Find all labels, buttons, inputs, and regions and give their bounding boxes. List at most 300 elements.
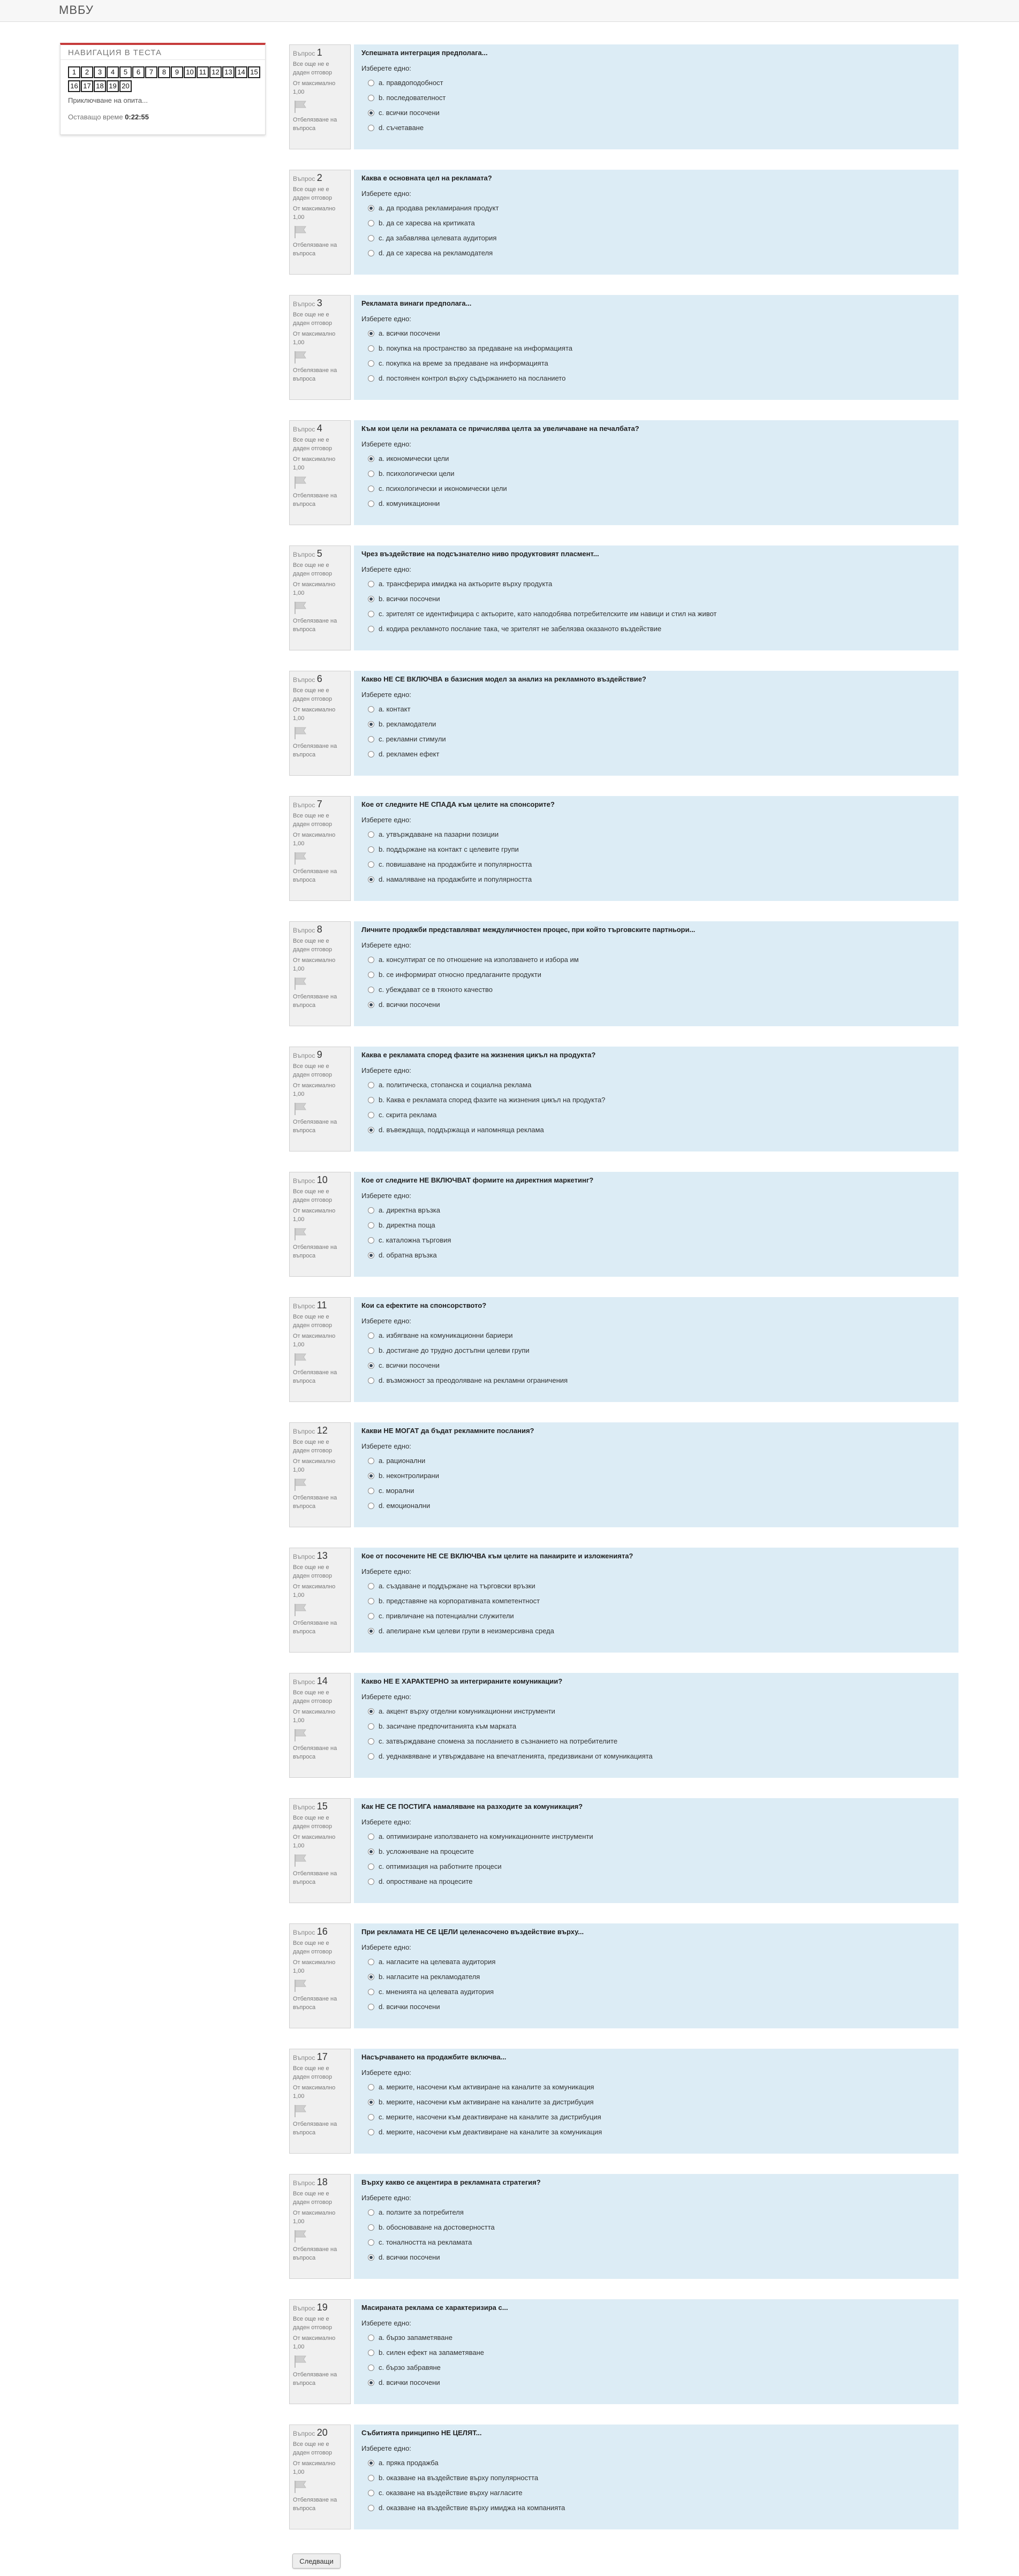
quiz-nav-button[interactable]: 19 bbox=[107, 80, 119, 92]
answer-option[interactable] bbox=[361, 1203, 951, 1218]
answer-option[interactable] bbox=[361, 451, 951, 466]
answer-label[interactable]: d. всички посочени bbox=[379, 2003, 440, 2011]
answer-label[interactable]: d. уеднаквяване и утвърждаване на впечатленията, предизвикани от комуникацията bbox=[379, 1752, 653, 1760]
flag-question-label[interactable]: Отбелязване на въпроса bbox=[293, 994, 337, 1009]
radio-button[interactable] bbox=[368, 1097, 374, 1103]
flag-icon[interactable] bbox=[293, 726, 308, 740]
answer-label[interactable]: d. емоционални bbox=[379, 1502, 431, 1510]
answer-option[interactable] bbox=[361, 872, 951, 887]
answer-label[interactable]: a. политическа, стопанска и социална реклама bbox=[379, 1081, 532, 1089]
radio-button[interactable] bbox=[368, 2505, 374, 2511]
quiz-nav-button[interactable]: 1 bbox=[68, 66, 80, 78]
answer-label[interactable]: c. всички посочени bbox=[379, 1361, 440, 1369]
answer-option[interactable] bbox=[361, 371, 951, 386]
radio-button[interactable] bbox=[368, 220, 374, 226]
quiz-nav-button[interactable]: 6 bbox=[132, 66, 145, 78]
answer-option[interactable] bbox=[361, 577, 951, 592]
answer-option[interactable] bbox=[361, 717, 951, 732]
radio-button[interactable] bbox=[368, 831, 374, 838]
answer-option[interactable] bbox=[361, 2501, 951, 2516]
flag-question-label[interactable]: Отбелязване на въпроса bbox=[293, 2372, 337, 2386]
answer-label[interactable]: b. рекламодатели bbox=[379, 720, 436, 728]
radio-button[interactable] bbox=[368, 1613, 374, 1619]
answer-option[interactable] bbox=[361, 592, 951, 607]
radio-button[interactable] bbox=[368, 581, 374, 587]
answer-label[interactable]: d. въвеждаща, поддържаща и напомняща реклама bbox=[379, 1126, 544, 1134]
answer-option[interactable] bbox=[361, 1218, 951, 1233]
next-page-button[interactable]: Следващи bbox=[292, 2554, 341, 2569]
radio-button[interactable] bbox=[368, 626, 374, 632]
quiz-nav-button[interactable]: 12 bbox=[209, 66, 222, 78]
answer-label[interactable]: d. кодира рекламното послание така, че зрителят не забелязва оказаното въздействие bbox=[379, 625, 662, 633]
radio-button[interactable] bbox=[368, 846, 374, 853]
flag-question-label[interactable]: Отбелязване на въпроса bbox=[293, 1495, 337, 1510]
answer-option[interactable] bbox=[361, 216, 951, 231]
flag-icon[interactable] bbox=[293, 1728, 308, 1742]
radio-button[interactable] bbox=[368, 2084, 374, 2090]
answer-option[interactable] bbox=[361, 246, 951, 261]
answer-label[interactable]: d. оказване на въздействие върху имиджа на компанията bbox=[379, 2504, 565, 2512]
radio-button[interactable] bbox=[368, 2209, 374, 2216]
answer-option[interactable] bbox=[361, 1093, 951, 1108]
radio-button[interactable] bbox=[368, 1458, 374, 1464]
answer-label[interactable]: a. трансферира имиджа на актьорите върху продукта bbox=[379, 580, 553, 588]
flag-icon[interactable] bbox=[293, 350, 308, 364]
site-brand[interactable]: МВБУ bbox=[59, 3, 94, 17]
answer-label[interactable]: b. всички посочени bbox=[379, 595, 440, 603]
answer-label[interactable]: b. се информират относно предлаганите продукти bbox=[379, 971, 541, 979]
answer-option[interactable] bbox=[361, 90, 951, 105]
flag-question-label[interactable]: Отбелязване на въпроса bbox=[293, 1369, 337, 1384]
flag-icon[interactable] bbox=[293, 1478, 308, 1491]
answer-label[interactable]: c. убеждават се в тяхното качество bbox=[379, 986, 493, 994]
answer-label[interactable]: b. директна поща bbox=[379, 1221, 435, 1229]
radio-button[interactable] bbox=[368, 611, 374, 617]
answer-label[interactable]: c. зрителят се идентифицира с актьорите, като наподобява потребителските им навици и стил на живот bbox=[379, 610, 717, 618]
quiz-nav-button[interactable]: 15 bbox=[248, 66, 260, 78]
answer-option[interactable] bbox=[361, 1328, 951, 1343]
answer-label[interactable]: a. избягване на комуникационни бариери bbox=[379, 1331, 513, 1339]
answer-label[interactable]: a. мерките, насочени към активиране на каналите за комуникация bbox=[379, 2083, 594, 2091]
flag-icon[interactable] bbox=[293, 2480, 308, 2494]
answer-option[interactable] bbox=[361, 2095, 951, 2110]
answer-option[interactable] bbox=[361, 1233, 951, 1248]
flag-question-label[interactable]: Отбелязване на въпроса bbox=[293, 2246, 337, 2261]
answer-label[interactable]: b. представяне на корпоративната компетентност bbox=[379, 1597, 540, 1605]
answer-label[interactable]: a. всички посочени bbox=[379, 329, 440, 337]
answer-option[interactable] bbox=[361, 1829, 951, 1844]
answer-label[interactable]: a. бързо запаметяване bbox=[379, 2333, 452, 2342]
answer-option[interactable] bbox=[361, 967, 951, 982]
quiz-nav-button[interactable]: 7 bbox=[145, 66, 157, 78]
answer-option[interactable] bbox=[361, 622, 951, 637]
radio-button[interactable] bbox=[368, 345, 374, 352]
quiz-nav-button[interactable]: 18 bbox=[94, 80, 106, 92]
radio-button[interactable] bbox=[368, 1112, 374, 1118]
radio-button[interactable] bbox=[368, 1222, 374, 1229]
radio-button[interactable] bbox=[368, 987, 374, 993]
answer-option[interactable] bbox=[361, 1248, 951, 1263]
quiz-nav-button[interactable]: 9 bbox=[171, 66, 183, 78]
radio-button[interactable] bbox=[368, 2129, 374, 2135]
flag-icon[interactable] bbox=[293, 851, 308, 865]
radio-button[interactable] bbox=[368, 1377, 374, 1384]
radio-button[interactable] bbox=[368, 1207, 374, 1214]
radio-button[interactable] bbox=[368, 2475, 374, 2481]
answer-option[interactable] bbox=[361, 75, 951, 90]
answer-label[interactable]: a. оптимизиране използването на комуникационните инструменти bbox=[379, 1832, 593, 1840]
answer-label[interactable]: b. засичане предпочитанията към марката bbox=[379, 1722, 517, 1730]
quiz-nav-button[interactable]: 13 bbox=[222, 66, 235, 78]
radio-button[interactable] bbox=[368, 1503, 374, 1509]
answer-option[interactable] bbox=[361, 1609, 951, 1624]
radio-button[interactable] bbox=[368, 957, 374, 963]
answer-option[interactable] bbox=[361, 341, 951, 356]
radio-button[interactable] bbox=[368, 471, 374, 477]
radio-button[interactable] bbox=[368, 751, 374, 757]
flag-question-label[interactable]: Отбелязване на въпроса bbox=[293, 743, 337, 758]
answer-option[interactable] bbox=[361, 356, 951, 371]
answer-label[interactable]: d. да се харесва на рекламодателя bbox=[379, 249, 493, 257]
radio-button[interactable] bbox=[368, 1974, 374, 1980]
answer-option[interactable] bbox=[361, 857, 951, 872]
flag-question-label[interactable]: Отбелязване на въпроса bbox=[293, 367, 337, 382]
flag-icon[interactable] bbox=[293, 1603, 308, 1617]
quiz-nav-button[interactable]: 11 bbox=[197, 66, 209, 78]
radio-button[interactable] bbox=[368, 1583, 374, 1589]
answer-option[interactable] bbox=[361, 1453, 951, 1468]
answer-label[interactable]: b. неконтролирани bbox=[379, 1472, 439, 1480]
answer-option[interactable] bbox=[361, 1734, 951, 1749]
answer-label[interactable]: c. покупка на време за предаване на информацията bbox=[379, 359, 548, 367]
radio-button[interactable] bbox=[368, 1347, 374, 1354]
flag-question-label[interactable]: Отбелязване на въпроса bbox=[293, 1620, 337, 1635]
radio-button[interactable] bbox=[368, 360, 374, 367]
radio-button[interactable] bbox=[368, 1723, 374, 1730]
answer-label[interactable]: a. икономически цели bbox=[379, 454, 449, 463]
answer-option[interactable] bbox=[361, 747, 951, 762]
radio-button[interactable] bbox=[368, 2004, 374, 2010]
answer-option[interactable] bbox=[361, 1719, 951, 1734]
radio-button[interactable] bbox=[368, 2460, 374, 2466]
flag-question-label[interactable]: Отбелязване на въпроса bbox=[293, 2497, 337, 2512]
answer-option[interactable] bbox=[361, 2235, 951, 2250]
answer-option[interactable] bbox=[361, 2250, 951, 2265]
radio-button[interactable] bbox=[368, 80, 374, 86]
answer-option[interactable] bbox=[361, 2330, 951, 2345]
answer-option[interactable] bbox=[361, 952, 951, 967]
answer-option[interactable] bbox=[361, 2205, 951, 2220]
answer-option[interactable] bbox=[361, 2110, 951, 2125]
radio-button[interactable] bbox=[368, 95, 374, 101]
answer-label[interactable]: d. всички посочени bbox=[379, 2378, 440, 2386]
answer-option[interactable] bbox=[361, 120, 951, 135]
answer-label[interactable]: d. обратна връзка bbox=[379, 1251, 437, 1259]
flag-icon[interactable] bbox=[293, 475, 308, 489]
answer-option[interactable] bbox=[361, 481, 951, 496]
answer-label[interactable]: c. да забавлява целевата аудитория bbox=[379, 234, 497, 242]
quiz-nav-button[interactable]: 16 bbox=[68, 80, 80, 92]
answer-option[interactable] bbox=[361, 1123, 951, 1138]
answer-label[interactable]: b. усложняване на процесите bbox=[379, 1847, 474, 1855]
flag-question-label[interactable]: Отбелязване на въпроса bbox=[293, 493, 337, 507]
radio-button[interactable] bbox=[368, 250, 374, 256]
radio-button[interactable] bbox=[368, 1628, 374, 1634]
radio-button[interactable] bbox=[368, 2350, 374, 2356]
answer-option[interactable] bbox=[361, 466, 951, 481]
flag-icon[interactable] bbox=[293, 976, 308, 990]
answer-label[interactable]: c. мерките, насочени към деактивиране на каналите за дистрибуция bbox=[379, 2113, 601, 2121]
answer-option[interactable] bbox=[361, 1579, 951, 1594]
quiz-nav-button[interactable]: 3 bbox=[94, 66, 106, 78]
answer-option[interactable] bbox=[361, 2360, 951, 2375]
answer-option[interactable] bbox=[361, 2220, 951, 2235]
answer-label[interactable]: b. Каква е рекламата според фазите на жизнения цикъл на продукта? bbox=[379, 1096, 606, 1104]
answer-label[interactable]: d. апелиране към целеви групи в неизмерсивна среда bbox=[379, 1627, 554, 1635]
answer-label[interactable]: c. рекламни стимули bbox=[379, 735, 446, 743]
radio-button[interactable] bbox=[368, 110, 374, 116]
flag-icon[interactable] bbox=[293, 1102, 308, 1116]
answer-label[interactable]: d. комуникационни bbox=[379, 499, 440, 507]
answer-option[interactable] bbox=[361, 326, 951, 341]
answer-label[interactable]: a. консултират се по отношение на използването и избора им bbox=[379, 956, 579, 964]
answer-label[interactable]: c. повишаване на продажбите и популярността bbox=[379, 860, 532, 868]
answer-option[interactable] bbox=[361, 1498, 951, 1513]
radio-button[interactable] bbox=[368, 2335, 374, 2341]
radio-button[interactable] bbox=[368, 1738, 374, 1745]
radio-button[interactable] bbox=[368, 736, 374, 743]
flag-question-label[interactable]: Отбелязване на въпроса bbox=[293, 117, 337, 132]
answer-option[interactable] bbox=[361, 1624, 951, 1639]
answer-label[interactable]: b. обосноваване на достоверността bbox=[379, 2223, 495, 2231]
radio-button[interactable] bbox=[368, 2114, 374, 2120]
answer-option[interactable] bbox=[361, 1483, 951, 1498]
answer-option[interactable] bbox=[361, 2486, 951, 2501]
answer-option[interactable] bbox=[361, 1749, 951, 1764]
answer-option[interactable] bbox=[361, 997, 951, 1012]
answer-label[interactable]: c. скрита реклама bbox=[379, 1111, 437, 1119]
radio-button[interactable] bbox=[368, 1082, 374, 1088]
radio-button[interactable] bbox=[368, 1833, 374, 1840]
answer-label[interactable]: b. силен ефект на запаметяване bbox=[379, 2348, 484, 2357]
answer-label[interactable]: b. достигане до трудно достъпни целеви групи bbox=[379, 1346, 530, 1354]
answer-label[interactable]: a. рационални bbox=[379, 1457, 426, 1465]
radio-button[interactable] bbox=[368, 1878, 374, 1885]
flag-question-label[interactable]: Отбелязване на въпроса bbox=[293, 1119, 337, 1134]
answer-label[interactable]: a. утвърждаване на пазарни позиции bbox=[379, 830, 499, 838]
answer-label[interactable]: d. постоянен контрол върху съдържанието на посланието bbox=[379, 374, 566, 382]
finish-attempt-link[interactable]: Приключване на опита... bbox=[68, 96, 148, 104]
answer-label[interactable]: a. директна връзка bbox=[379, 1206, 440, 1214]
answer-option[interactable] bbox=[361, 1984, 951, 1999]
answer-label[interactable]: a. правдоподобност bbox=[379, 79, 443, 87]
radio-button[interactable] bbox=[368, 1473, 374, 1479]
radio-button[interactable] bbox=[368, 2365, 374, 2371]
answer-label[interactable]: d. мерките, насочени към деактивиране на каналите за комуникация bbox=[379, 2128, 602, 2136]
quiz-nav-button[interactable]: 17 bbox=[81, 80, 93, 92]
answer-label[interactable]: b. нагласите на рекламодателя bbox=[379, 1973, 480, 1981]
answer-option[interactable] bbox=[361, 1999, 951, 2014]
answer-option[interactable] bbox=[361, 2125, 951, 2140]
answer-option[interactable] bbox=[361, 1969, 951, 1984]
radio-button[interactable] bbox=[368, 1989, 374, 1995]
quiz-nav-button[interactable]: 4 bbox=[107, 66, 119, 78]
answer-option[interactable] bbox=[361, 1954, 951, 1969]
answer-label[interactable]: d. всички посочени bbox=[379, 1001, 440, 1009]
flag-question-label[interactable]: Отбелязване на въпроса bbox=[293, 868, 337, 883]
answer-option[interactable] bbox=[361, 607, 951, 622]
flag-icon[interactable] bbox=[293, 1979, 308, 1992]
answer-label[interactable]: c. всички посочени bbox=[379, 109, 440, 117]
answer-label[interactable]: c. морални bbox=[379, 1487, 414, 1495]
answer-option[interactable] bbox=[361, 1373, 951, 1388]
answer-option[interactable] bbox=[361, 1343, 951, 1358]
quiz-nav-button[interactable]: 8 bbox=[158, 66, 170, 78]
answer-option[interactable] bbox=[361, 1358, 951, 1373]
quiz-nav-button[interactable]: 5 bbox=[119, 66, 132, 78]
flag-question-label[interactable]: Отбелязване на въпроса bbox=[293, 2121, 337, 2136]
radio-button[interactable] bbox=[368, 1252, 374, 1259]
answer-label[interactable]: d. съчетаване bbox=[379, 124, 424, 132]
flag-icon[interactable] bbox=[293, 100, 308, 113]
answer-label[interactable]: b. оказване на въздействие върху популярността bbox=[379, 2474, 539, 2482]
answer-label[interactable]: c. тоналността на рекламата bbox=[379, 2238, 472, 2246]
flag-question-label[interactable]: Отбелязване на въпроса bbox=[293, 1244, 337, 1259]
answer-option[interactable] bbox=[361, 2471, 951, 2486]
flag-icon[interactable] bbox=[293, 1227, 308, 1241]
answer-label[interactable]: b. покупка на пространство за предаване на информацията bbox=[379, 344, 572, 352]
radio-button[interactable] bbox=[368, 1002, 374, 1008]
radio-button[interactable] bbox=[368, 596, 374, 602]
radio-button[interactable] bbox=[368, 2224, 374, 2231]
radio-button[interactable] bbox=[368, 2254, 374, 2261]
answer-label[interactable]: c. затвърждаване спомена за посланието в съзнанието на потребителите bbox=[379, 1737, 618, 1745]
quiz-nav-button[interactable]: 14 bbox=[235, 66, 247, 78]
radio-button[interactable] bbox=[368, 330, 374, 337]
flag-icon[interactable] bbox=[293, 1352, 308, 1366]
answer-option[interactable] bbox=[361, 1108, 951, 1123]
radio-button[interactable] bbox=[368, 972, 374, 978]
radio-button[interactable] bbox=[368, 205, 374, 211]
flag-icon[interactable] bbox=[293, 601, 308, 615]
answer-option[interactable] bbox=[361, 842, 951, 857]
radio-button[interactable] bbox=[368, 1237, 374, 1244]
answer-option[interactable] bbox=[361, 1468, 951, 1483]
answer-option[interactable] bbox=[361, 1844, 951, 1859]
radio-button[interactable] bbox=[368, 876, 374, 883]
radio-button[interactable] bbox=[368, 2490, 374, 2496]
answer-option[interactable] bbox=[361, 1874, 951, 1889]
answer-option[interactable] bbox=[361, 2080, 951, 2095]
answer-label[interactable]: d. рекламен ефект bbox=[379, 750, 440, 758]
answer-option[interactable] bbox=[361, 1704, 951, 1719]
answer-label[interactable]: c. мненията на целевата аудитория bbox=[379, 1988, 494, 1996]
radio-button[interactable] bbox=[368, 861, 374, 868]
answer-label[interactable]: a. да продава рекламирания продукт bbox=[379, 204, 499, 212]
answer-label[interactable]: a. ползите за потребителя bbox=[379, 2208, 464, 2216]
radio-button[interactable] bbox=[368, 1708, 374, 1715]
answer-option[interactable] bbox=[361, 2375, 951, 2390]
answer-label[interactable]: a. акцент върху отделни комуникационни инструменти bbox=[379, 1707, 555, 1715]
radio-button[interactable] bbox=[368, 1127, 374, 1133]
answer-label[interactable]: d. възможност за преодоляване на рекламни ограничения bbox=[379, 1376, 568, 1384]
answer-label[interactable]: c. бързо забравяне bbox=[379, 2363, 441, 2372]
answer-label[interactable]: b. психологически цели bbox=[379, 469, 455, 478]
answer-option[interactable] bbox=[361, 1859, 951, 1874]
flag-question-label[interactable]: Отбелязване на въпроса bbox=[293, 618, 337, 633]
answer-label[interactable]: a. пряка продажба bbox=[379, 2459, 439, 2467]
flag-icon[interactable] bbox=[293, 2104, 308, 2118]
radio-button[interactable] bbox=[368, 1863, 374, 1870]
radio-button[interactable] bbox=[368, 1598, 374, 1604]
answer-option[interactable] bbox=[361, 231, 951, 246]
radio-button[interactable] bbox=[368, 706, 374, 713]
answer-label[interactable]: a. създаване и поддържане на търговски връзки bbox=[379, 1582, 535, 1590]
answer-label[interactable]: d. всички посочени bbox=[379, 2253, 440, 2261]
flag-question-label[interactable]: Отбелязване на въпроса bbox=[293, 242, 337, 257]
answer-label[interactable]: c. психологически и икономически цели bbox=[379, 484, 507, 493]
answer-option[interactable] bbox=[361, 2456, 951, 2471]
flag-icon[interactable] bbox=[293, 2229, 308, 2243]
answer-option[interactable] bbox=[361, 732, 951, 747]
radio-button[interactable] bbox=[368, 1332, 374, 1339]
answer-option[interactable] bbox=[361, 982, 951, 997]
answer-label[interactable]: a. контакт bbox=[379, 705, 411, 713]
answer-option[interactable] bbox=[361, 827, 951, 842]
radio-button[interactable] bbox=[368, 501, 374, 507]
radio-button[interactable] bbox=[368, 1362, 374, 1369]
radio-button[interactable] bbox=[368, 125, 374, 131]
answer-label[interactable]: b. поддържане на контакт с целевите групи bbox=[379, 845, 519, 853]
radio-button[interactable] bbox=[368, 1488, 374, 1494]
flag-icon[interactable] bbox=[293, 1853, 308, 1867]
radio-button[interactable] bbox=[368, 1959, 374, 1965]
answer-option[interactable] bbox=[361, 105, 951, 120]
answer-option[interactable] bbox=[361, 2345, 951, 2360]
answer-option[interactable] bbox=[361, 496, 951, 511]
flag-icon[interactable] bbox=[293, 225, 308, 239]
radio-button[interactable] bbox=[368, 486, 374, 492]
flag-question-label[interactable]: Отбелязване на въпроса bbox=[293, 1745, 337, 1760]
answer-label[interactable]: c. каталожна търговия bbox=[379, 1236, 451, 1244]
answer-option[interactable] bbox=[361, 702, 951, 717]
answer-label[interactable]: c. оказване на въздействие върху нагласите bbox=[379, 2489, 523, 2497]
quiz-nav-button[interactable]: 10 bbox=[184, 66, 196, 78]
answer-label[interactable]: c. привличане на потенциални служители bbox=[379, 1612, 514, 1620]
radio-button[interactable] bbox=[368, 456, 374, 462]
quiz-nav-button[interactable]: 2 bbox=[81, 66, 93, 78]
radio-button[interactable] bbox=[368, 1848, 374, 1855]
radio-button[interactable] bbox=[368, 2380, 374, 2386]
answer-label[interactable]: b. последователност bbox=[379, 94, 446, 102]
flag-question-label[interactable]: Отбелязване на въпроса bbox=[293, 1870, 337, 1885]
answer-label[interactable]: b. да се харесва на критиката bbox=[379, 219, 475, 227]
answer-label[interactable]: b. мерките, насочени към активиране на каналите за дистрибуция bbox=[379, 2098, 594, 2106]
radio-button[interactable] bbox=[368, 235, 374, 241]
answer-label[interactable]: d. намаляване на продажбите и популярността bbox=[379, 875, 532, 883]
radio-button[interactable] bbox=[368, 375, 374, 382]
radio-button[interactable] bbox=[368, 2239, 374, 2246]
flag-question-label[interactable]: Отбелязване на въпроса bbox=[293, 1996, 337, 2011]
radio-button[interactable] bbox=[368, 721, 374, 728]
answer-option[interactable] bbox=[361, 1078, 951, 1093]
flag-icon[interactable] bbox=[293, 2354, 308, 2368]
answer-option[interactable] bbox=[361, 1594, 951, 1609]
answer-label[interactable]: c. оптимизация на работните процеси bbox=[379, 1862, 502, 1870]
answer-option[interactable] bbox=[361, 201, 951, 216]
answer-label[interactable]: d. опростяване на процесите bbox=[379, 1877, 473, 1885]
radio-button[interactable] bbox=[368, 1753, 374, 1760]
